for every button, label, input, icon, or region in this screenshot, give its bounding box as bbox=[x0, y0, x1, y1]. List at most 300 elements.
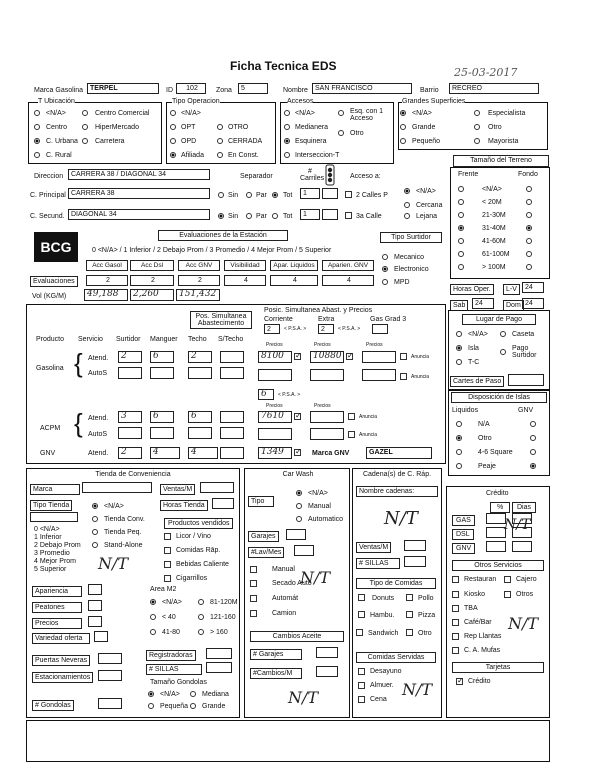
tienda-area-label: Area M2 bbox=[150, 586, 177, 593]
grandes-especialista-radio[interactable] bbox=[474, 110, 480, 116]
gondolas-pequena-radio[interactable] bbox=[148, 703, 154, 709]
islas-gnv-radio-1[interactable] bbox=[530, 435, 536, 441]
acpm-pos[interactable]: 6 bbox=[258, 389, 274, 400]
gasolina-precio-2-check[interactable] bbox=[346, 353, 353, 360]
ubicacion-comercial-label: Centro Comercial bbox=[95, 110, 150, 117]
pos-corriente[interactable]: 2 bbox=[264, 324, 280, 334]
grandes-grande-label: Grande bbox=[412, 124, 436, 131]
pago-surtidor-radio[interactable] bbox=[500, 349, 506, 355]
cadena-title: Cadena(s) de C. Ráp. bbox=[356, 470, 438, 480]
tienda-ventas-label: Ventas/M bbox=[160, 484, 195, 495]
gnv-surtidor[interactable]: 2 bbox=[118, 447, 142, 459]
surtidor-mpd-label: MPD bbox=[394, 279, 410, 286]
area-81-radio[interactable] bbox=[198, 599, 204, 605]
gasolina-precio-auto-3[interactable] bbox=[362, 369, 396, 381]
otros-cafe-check[interactable] bbox=[452, 619, 459, 626]
prod-col-0: Producto bbox=[36, 336, 65, 343]
carwash-na-handwritten: N/T bbox=[300, 568, 331, 587]
carwash-lav-field[interactable] bbox=[294, 545, 314, 556]
c-principal-field[interactable]: CARRERA 38 bbox=[68, 188, 210, 199]
grandes-mayorista-radio[interactable] bbox=[474, 138, 480, 144]
pago-isla-radio[interactable] bbox=[456, 345, 462, 351]
acpm-precio-2[interactable] bbox=[310, 411, 344, 423]
vol-gnv[interactable]: 151,432 bbox=[176, 289, 220, 301]
area-121-radio[interactable] bbox=[198, 614, 204, 620]
date-handwritten: 25-03-2017 bbox=[454, 66, 518, 79]
eval-val-1[interactable]: 2 bbox=[130, 275, 174, 286]
carwash-manual-radio[interactable] bbox=[296, 503, 302, 509]
carwash-auto-radio[interactable] bbox=[296, 516, 302, 522]
terreno-frente-radio-1[interactable] bbox=[458, 199, 464, 205]
horas-label: Horas Oper. bbox=[450, 284, 494, 295]
peatones-label: Peatones bbox=[32, 602, 82, 613]
gondolas-mediana-label: Mediana bbox=[202, 691, 229, 698]
corriente-label: Corriente bbox=[264, 316, 293, 323]
c-principal-2calles-check[interactable] bbox=[345, 191, 352, 198]
gasolina-surtidor-auto[interactable] bbox=[118, 367, 142, 379]
vol-dsl[interactable]: 2,260 bbox=[130, 289, 174, 301]
accesos-medianera-radio[interactable] bbox=[284, 124, 290, 130]
apariencia-field[interactable] bbox=[88, 584, 102, 595]
credito-gnv-pct[interactable] bbox=[486, 541, 506, 552]
neveras-label: Puertas Neveras bbox=[32, 655, 90, 666]
grandes-mayorista-label: Mayorista bbox=[488, 138, 519, 145]
prod-bebidas-label: Bebidas Caliente bbox=[176, 561, 229, 568]
islas-gnv-radio-0[interactable] bbox=[530, 421, 536, 427]
comida-otro-check[interactable] bbox=[406, 629, 413, 636]
terreno-frente-radio-5[interactable] bbox=[458, 251, 464, 257]
terreno-row-label-2: 21-30M bbox=[482, 212, 506, 219]
tienda-sillas-field[interactable] bbox=[206, 662, 232, 673]
carwash-tipo-label: Tipo bbox=[248, 496, 274, 507]
prod-cigarrillos-check[interactable] bbox=[164, 575, 171, 582]
credito-title: Crédito bbox=[486, 490, 509, 497]
id-field[interactable]: 102 bbox=[176, 83, 206, 94]
carwash-na-radio[interactable] bbox=[296, 490, 302, 496]
islas-liq-radio-2[interactable] bbox=[456, 449, 462, 455]
area-81-label: 81-120M bbox=[210, 599, 238, 606]
servida-desayuno-label: Desayuno bbox=[370, 668, 402, 675]
gondolas-mediana-radio[interactable] bbox=[190, 691, 196, 697]
operacion-const-label: En Const. bbox=[228, 152, 259, 159]
operacion-opd-label: OPD bbox=[181, 138, 197, 145]
terreno-frente-radio-3[interactable] bbox=[458, 225, 464, 231]
terreno-fondo-radio-5[interactable] bbox=[526, 251, 532, 257]
gnv-manguer[interactable]: 4 bbox=[150, 447, 180, 459]
c-principal-carriles-2[interactable] bbox=[322, 188, 338, 199]
operacion-opd-radio[interactable] bbox=[170, 138, 176, 144]
cadena-ventas-label: Ventas/M bbox=[356, 542, 391, 553]
prod-licor-check[interactable] bbox=[164, 533, 171, 540]
cadena-ventas-field[interactable] bbox=[404, 540, 426, 551]
gasolina-manguer-auto[interactable] bbox=[150, 367, 174, 379]
pos-extra[interactable]: 2 bbox=[318, 324, 334, 334]
c-principal-2calles-label: 2 Calles P bbox=[356, 192, 388, 199]
eval-val-4[interactable]: 4 bbox=[270, 275, 318, 286]
c-secund-3calle-check[interactable] bbox=[345, 212, 352, 219]
acpm-anuncia-auto-check[interactable] bbox=[348, 431, 355, 438]
area-160-radio[interactable] bbox=[198, 629, 204, 635]
operacion-afiliada-radio[interactable] bbox=[170, 152, 176, 158]
tienda-conv-radio[interactable] bbox=[92, 516, 98, 522]
grandes-pequeno-radio[interactable] bbox=[400, 138, 406, 144]
tienda-na-radio[interactable] bbox=[92, 503, 98, 509]
accesos-na-radio[interactable] bbox=[284, 110, 290, 116]
gondolas-grande-label: Grande bbox=[202, 703, 226, 710]
prod-col-3: Manguer bbox=[150, 336, 178, 343]
cambios-title: Cambios Aceite bbox=[250, 631, 344, 642]
gasolina-brace: { bbox=[74, 348, 83, 378]
num-gondolas-field[interactable] bbox=[98, 698, 122, 709]
vol-gasol[interactable]: 49,188 bbox=[84, 289, 128, 301]
barrio-label: Barrio bbox=[420, 87, 439, 94]
comida-hambu-check[interactable] bbox=[358, 611, 365, 618]
peatones-field[interactable] bbox=[88, 600, 102, 611]
grandes-otro-radio[interactable] bbox=[474, 124, 480, 130]
c-secund-carriles[interactable]: 1 bbox=[300, 209, 320, 220]
operacion-na-label: <N/A> bbox=[181, 110, 201, 117]
terreno-fondo-radio-4[interactable] bbox=[526, 238, 532, 244]
gnv-precio[interactable]: 1349 bbox=[258, 447, 292, 459]
barrio-field[interactable]: RECREO bbox=[449, 83, 539, 94]
traffic-light-icon bbox=[324, 164, 336, 186]
c-principal-tot-label: Tot bbox=[283, 192, 293, 199]
cadena-sillas-label: # SILLAS bbox=[356, 558, 400, 569]
c-secund-field[interactable]: DIAGONAL 34 bbox=[68, 209, 210, 220]
variedad-field[interactable] bbox=[94, 631, 108, 642]
carwash-secado-check[interactable] bbox=[250, 580, 257, 587]
tienda-ventas-field[interactable] bbox=[200, 482, 234, 493]
carwash-automat-check[interactable] bbox=[250, 595, 257, 602]
gnv-atend-label: Atend. bbox=[88, 450, 109, 457]
islas-row-label-3: Peaje bbox=[478, 463, 496, 470]
accesos-interseccion-label: Interseccion-T bbox=[295, 152, 340, 159]
gnv-techo[interactable]: 4 bbox=[188, 447, 218, 459]
marca-field[interactable]: TERPEL bbox=[87, 83, 159, 94]
gasolina-stecho-auto[interactable] bbox=[220, 367, 244, 379]
registradoras-label: Registradoras bbox=[146, 650, 196, 661]
gasolina-stecho[interactable] bbox=[220, 351, 244, 363]
acpm-manguer[interactable]: 6 bbox=[150, 411, 174, 423]
gondolas-grande-radio[interactable] bbox=[190, 703, 196, 709]
gasolina-anuncia-check[interactable] bbox=[400, 353, 407, 360]
accesos-esq-label: Esq. con 1 Acceso bbox=[350, 108, 384, 122]
carwash-manual-check[interactable] bbox=[250, 566, 257, 573]
acpm-techo-auto[interactable] bbox=[188, 427, 212, 439]
gasolina-manguer[interactable]: 6 bbox=[150, 351, 174, 363]
c-principal-sin-radio[interactable] bbox=[218, 192, 224, 198]
surtidor-mecanico-radio[interactable] bbox=[382, 254, 388, 260]
pago-caseta-radio[interactable] bbox=[500, 331, 506, 337]
servida-desayuno-check[interactable] bbox=[358, 668, 365, 675]
tienda-marca-field[interactable] bbox=[82, 482, 152, 493]
tienda-stand-radio[interactable] bbox=[92, 542, 98, 548]
horas-lv-field[interactable]: 24 bbox=[522, 282, 544, 293]
horas-sab-field[interactable]: 24 bbox=[472, 298, 494, 309]
gasolina-precio-corriente[interactable]: 8100 bbox=[258, 351, 292, 363]
acceso-na-label: <N/A> bbox=[416, 188, 436, 195]
acpm-anuncia-check[interactable] bbox=[348, 413, 355, 420]
gasolina-techo[interactable]: 2 bbox=[188, 351, 212, 363]
terreno-fondo-radio-6[interactable] bbox=[526, 264, 532, 270]
islas-liq-radio-0[interactable] bbox=[456, 421, 462, 427]
terreno-frente-radio-6[interactable] bbox=[458, 264, 464, 270]
terreno-frente-label: Frente bbox=[458, 171, 479, 178]
ubicacion-hiper-radio[interactable] bbox=[82, 124, 88, 130]
horas-dom-field[interactable]: 24 bbox=[522, 298, 544, 309]
eval-col-5: Aparien. GNV bbox=[322, 260, 374, 271]
eval-val-2[interactable]: 2 bbox=[178, 275, 220, 286]
c-secund-carriles-2[interactable] bbox=[322, 209, 338, 220]
acceso-na-radio[interactable] bbox=[404, 188, 410, 194]
tienda-marca-label: Marca bbox=[30, 484, 80, 495]
comida-pizza-check[interactable] bbox=[406, 611, 413, 618]
otros-kiosko-check[interactable] bbox=[452, 591, 459, 598]
gas-grad3-label: Gas Grad 3 bbox=[370, 316, 407, 323]
comida-hambu-label: Hambu. bbox=[370, 612, 395, 619]
c-principal-par-radio[interactable] bbox=[246, 192, 252, 198]
carwash-item-camion: Camion bbox=[272, 610, 297, 617]
tienda-tipo-label: Tipo Tienda bbox=[30, 500, 72, 511]
terreno-frente-radio-0[interactable] bbox=[458, 186, 464, 192]
prod-col-5: S/Techo bbox=[218, 336, 244, 343]
zona-label: Zona bbox=[216, 87, 232, 94]
otros-cajero-check[interactable] bbox=[504, 576, 511, 583]
otros-tba-check[interactable] bbox=[452, 605, 459, 612]
gondolas-na-label: <N/A> bbox=[160, 691, 180, 698]
tienda-tipo-field[interactable] bbox=[30, 512, 78, 522]
prod-bebidas-check[interactable] bbox=[164, 561, 171, 568]
islas-liquidos-label: Liquidos bbox=[452, 407, 479, 414]
gasolina-techo-auto[interactable] bbox=[188, 367, 212, 379]
ubicacion-na-radio[interactable] bbox=[34, 110, 40, 116]
grandes-grande-radio[interactable] bbox=[400, 124, 406, 130]
nombre-field[interactable]: SAN FRANCISCO bbox=[312, 83, 412, 94]
gasolina-precio-extra[interactable]: 10880 bbox=[310, 351, 344, 363]
credito-gas-label: GAS bbox=[452, 515, 475, 526]
c-principal-par-label: Par bbox=[256, 192, 267, 199]
islas-liq-radio-3[interactable] bbox=[456, 463, 462, 469]
tienda-horas-label: Horas Tienda bbox=[160, 500, 208, 511]
c-secund-sin-radio[interactable] bbox=[218, 213, 224, 219]
credito-dsl-pct[interactable] bbox=[486, 527, 506, 538]
tarjetas-credito-label: Crédito bbox=[468, 678, 491, 685]
operacion-cerrada-radio[interactable] bbox=[217, 138, 223, 144]
page-title: Ficha Tecnica EDS bbox=[230, 59, 337, 73]
credito-dsl-label: DSL bbox=[452, 529, 474, 540]
carwash-garajes-field[interactable] bbox=[286, 529, 306, 540]
ubicacion-comercial-radio[interactable] bbox=[82, 110, 88, 116]
acpm-atend-label: Atend. bbox=[88, 415, 109, 422]
operacion-opt-radio[interactable] bbox=[170, 124, 176, 130]
terreno-fondo-radio-1[interactable] bbox=[526, 199, 532, 205]
tienda-peq-radio[interactable] bbox=[92, 529, 98, 535]
acceso-lejana-label: Lejana bbox=[416, 213, 438, 220]
otros-mufas-label: C. A. Mufas bbox=[464, 647, 501, 654]
gasolina-precio-auto-2[interactable] bbox=[310, 369, 344, 381]
servida-cena-check[interactable] bbox=[358, 696, 365, 703]
pago-na-radio[interactable] bbox=[456, 331, 462, 337]
gasolina-anuncia-label: Anuncia bbox=[411, 354, 430, 360]
comida-pollo-check[interactable] bbox=[406, 594, 413, 601]
eval-col-3: Visibilidad bbox=[224, 260, 266, 271]
gasolina-surtidor[interactable]: 2 bbox=[118, 351, 142, 363]
terreno-group bbox=[450, 167, 550, 279]
gnv-precio-check[interactable] bbox=[294, 449, 301, 456]
accesos-esquinera-radio[interactable] bbox=[284, 138, 290, 144]
accesos-esq-radio[interactable] bbox=[338, 110, 344, 116]
islas-gnv-radio-2[interactable] bbox=[530, 449, 536, 455]
acpm-surtidor[interactable]: 3 bbox=[118, 411, 142, 423]
estacionamientos-field[interactable] bbox=[98, 670, 122, 681]
area-na-radio[interactable] bbox=[150, 599, 156, 605]
ubicacion-carretera-radio[interactable] bbox=[82, 138, 88, 144]
cambios-cambios-label: #Cambios/M bbox=[250, 668, 302, 679]
terreno-fondo-radio-2[interactable] bbox=[526, 212, 532, 218]
accesos-esquinera-label: Esquinera bbox=[295, 138, 327, 145]
ubicacion-rural-radio[interactable] bbox=[34, 152, 40, 158]
operacion-otro-radio[interactable] bbox=[217, 124, 223, 130]
acpm-manguer-auto[interactable] bbox=[150, 427, 174, 439]
otros-restauran-check[interactable] bbox=[452, 576, 459, 583]
acpm-precio[interactable]: 7610 bbox=[258, 411, 292, 423]
gondolas-na-radio[interactable] bbox=[148, 691, 154, 697]
direccion-field[interactable]: CARRERA 38 / DIAGONAL 34 bbox=[68, 169, 210, 180]
otros-llantas-check[interactable] bbox=[452, 633, 459, 640]
credito-gas-pct[interactable] bbox=[486, 513, 506, 524]
comida-donuts-label: Donuts bbox=[372, 595, 395, 602]
otros-otros-label: Otros bbox=[516, 591, 534, 598]
tienda-precios-field[interactable] bbox=[88, 616, 102, 627]
ubicacion-carretera-label: Carretera bbox=[95, 138, 125, 145]
terreno-fondo-radio-0[interactable] bbox=[526, 186, 532, 192]
eval-val-5[interactable]: 4 bbox=[322, 275, 374, 286]
variedad-label: Variedad oferta bbox=[32, 633, 90, 644]
terreno-fondo-radio-3[interactable] bbox=[526, 225, 532, 231]
tienda-sillas-label: # SILLAS bbox=[146, 664, 202, 675]
surtidor-mpd-radio[interactable] bbox=[382, 279, 388, 285]
acpm-techo[interactable]: 6 bbox=[188, 411, 212, 423]
grandes-na-radio[interactable] bbox=[400, 110, 406, 116]
accesos-interseccion-radio[interactable] bbox=[284, 152, 290, 158]
eval-col-4: Apar. Liquidos bbox=[270, 260, 318, 271]
zona-field[interactable]: 5 bbox=[238, 83, 268, 94]
neveras-field[interactable] bbox=[98, 653, 122, 664]
area-41-label: 41-80 bbox=[162, 629, 180, 636]
ubicacion-centro-radio[interactable] bbox=[34, 124, 40, 130]
surtidor-electronico-radio[interactable] bbox=[382, 266, 388, 272]
nombre-label: Nombre bbox=[283, 87, 308, 94]
otros-title: Otros Servicios bbox=[452, 560, 544, 571]
registradoras-field[interactable] bbox=[206, 648, 232, 659]
area-40-radio[interactable] bbox=[150, 614, 156, 620]
evaluaciones-scale: 0 <N/A> / 1 Inferior / 2 Debajo Prom / 3 Promedio / 4 Mejor Prom / 5 Superior bbox=[92, 247, 332, 254]
acpm-precio-auto-2[interactable] bbox=[310, 428, 344, 440]
gnv-stecho[interactable] bbox=[220, 447, 244, 459]
prod-comidas-label: Comidas Rāp. bbox=[176, 547, 221, 554]
surtidor-title: Tipo Surtidor bbox=[380, 232, 442, 243]
islas-gnv-radio-3[interactable] bbox=[530, 463, 536, 469]
cadena-sillas-field[interactable] bbox=[404, 556, 426, 567]
pago-tc-radio[interactable] bbox=[456, 359, 462, 365]
tienda-scale-0: 0 <N/A> bbox=[34, 526, 60, 533]
gasolina-anuncia-auto-check[interactable] bbox=[400, 373, 407, 380]
acpm-stecho-auto[interactable] bbox=[220, 427, 244, 439]
acpm-surtidor-auto[interactable] bbox=[118, 427, 142, 439]
num-gondolas-label: # Gondolas bbox=[32, 700, 74, 711]
gnv-marca-field[interactable]: GAZEL bbox=[366, 447, 432, 459]
comida-otro-label: Otro bbox=[418, 630, 432, 637]
pos-gas3[interactable] bbox=[372, 324, 388, 334]
terreno-frente-radio-4[interactable] bbox=[458, 238, 464, 244]
gasolina-atend-label: Atend. bbox=[88, 355, 109, 362]
islas-row-label-2: 4-6 Square bbox=[478, 449, 513, 456]
otros-na-handwritten: N/T bbox=[508, 614, 539, 633]
terreno-row-label-0: <N/A> bbox=[482, 186, 502, 193]
comida-sandwich-check[interactable] bbox=[356, 629, 363, 636]
cartes-field[interactable] bbox=[508, 374, 544, 386]
c-secund-par-radio[interactable] bbox=[246, 213, 252, 219]
pago-title: Lugar de Pago bbox=[462, 314, 536, 325]
servida-almuer-check[interactable] bbox=[358, 682, 365, 689]
acpm-precio-check[interactable] bbox=[294, 413, 301, 420]
otros-otros-check[interactable] bbox=[504, 591, 511, 598]
accesos-otro-radio[interactable] bbox=[338, 130, 344, 136]
islas-liq-radio-1[interactable] bbox=[456, 435, 462, 441]
eval-val-0[interactable]: 2 bbox=[86, 275, 128, 286]
terreno-row-label-4: 41-60M bbox=[482, 238, 506, 245]
acceso-cercana-radio[interactable] bbox=[404, 202, 410, 208]
tarjetas-credito-check[interactable] bbox=[456, 678, 463, 685]
tipo-comidas-title: Tipo de Comidas bbox=[356, 578, 436, 589]
c-secund-tot-radio[interactable] bbox=[272, 213, 278, 219]
comida-pollo-label: Pollo bbox=[418, 595, 434, 602]
servida-almuer-label: Almuer. bbox=[370, 682, 394, 689]
c-principal-tot-radio[interactable] bbox=[272, 192, 278, 198]
acceso-lejana-radio[interactable] bbox=[404, 213, 410, 219]
carwash-item-secado: Secado Auto bbox=[272, 580, 312, 587]
cambios-garajes-field[interactable] bbox=[316, 647, 338, 658]
accesos-na-label: <N/A> bbox=[295, 110, 315, 117]
tienda-horas-field[interactable] bbox=[212, 498, 234, 509]
gondolas-title: Tamaño Gondolas bbox=[150, 679, 207, 686]
credito-gnv-dias[interactable] bbox=[512, 541, 532, 552]
horas-dom-label: Dom bbox=[503, 300, 524, 311]
gasolina-precio-gas3[interactable] bbox=[362, 351, 396, 363]
pago-isla-label: Isla bbox=[468, 345, 479, 352]
cambios-cambios-field[interactable] bbox=[316, 666, 338, 677]
gasolina-precio-1-check[interactable] bbox=[294, 353, 301, 360]
otros-mufas-check[interactable] bbox=[452, 647, 459, 654]
grandes-otro-label: Otro bbox=[488, 124, 502, 131]
acpm-autos-label: AutoS bbox=[88, 431, 108, 438]
eval-val-3[interactable]: 4 bbox=[224, 275, 266, 286]
comida-donuts-check[interactable] bbox=[358, 594, 365, 601]
acpm-stecho[interactable] bbox=[220, 411, 244, 423]
carwash-camion-check[interactable] bbox=[250, 610, 257, 617]
terreno-frente-radio-2[interactable] bbox=[458, 212, 464, 218]
c-principal-carriles[interactable]: 1 bbox=[300, 188, 320, 199]
terreno-title: Tamaño del Terreno bbox=[453, 155, 549, 167]
prod-comidas-check[interactable] bbox=[164, 547, 171, 554]
acpm-precios-2: Precios bbox=[314, 403, 331, 409]
operacion-na-radio[interactable] bbox=[170, 110, 176, 116]
area-41-radio[interactable] bbox=[150, 629, 156, 635]
gasolina-precio-auto-1[interactable] bbox=[258, 369, 292, 381]
ubicacion-urbana-radio[interactable] bbox=[34, 138, 40, 144]
acpm-precio-auto-1[interactable] bbox=[258, 428, 292, 440]
operacion-const-radio[interactable] bbox=[217, 152, 223, 158]
